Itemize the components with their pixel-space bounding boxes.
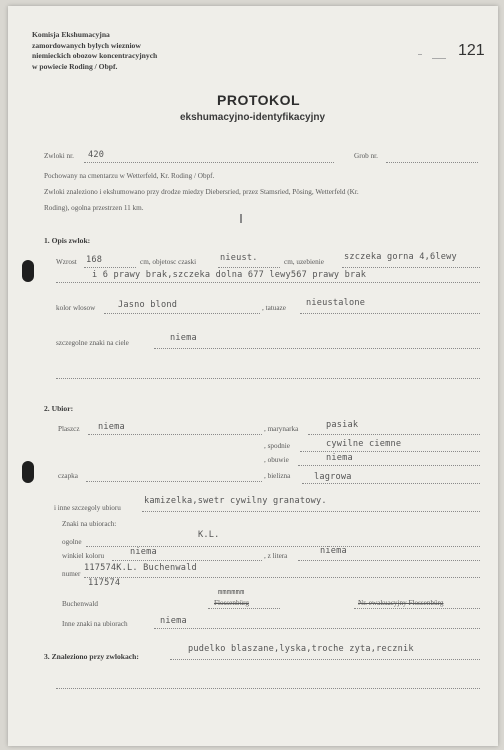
burial-line-2: Zwloki znaleziono i ekshumowano przy drodze miedzy Diebersried, przez Stamsried, Pösing, Wetterfeld (Kr. (44, 188, 359, 196)
header-line-3: niemieckich obozow koncentracyjnych (32, 51, 158, 60)
letter-value: niema (320, 546, 347, 556)
shoes-line (298, 465, 480, 466)
number-value-2: 117574 (88, 578, 121, 588)
body-marks-line-2 (56, 378, 480, 379)
body-marks-value: niema (170, 333, 197, 343)
teeth-value-2: i 6 prawy brak,szczeka dolna 677 lewy567 prawy brak (92, 270, 367, 280)
punch-hole-top (22, 260, 34, 282)
triangle-label: winkiel koloru (62, 552, 105, 560)
height-line (84, 267, 136, 268)
tattoo-value: nieustalone (306, 298, 366, 308)
camp-flossenburg: Flossenbürg (214, 599, 250, 607)
number-value-1: 117574K.L. Buchenwald (84, 563, 197, 573)
letter-line (298, 560, 480, 561)
burial-line-1: Pochowany na cmentarzu w Wetterfeld, Kr. Roding / Obpf. (44, 172, 215, 180)
found-items-value: pudelko blaszane,lyska,troche zyta,recznik (188, 644, 414, 654)
burial-line-3: Roding), ogolna przestrzen 11 km. (44, 204, 144, 212)
number-line (84, 577, 480, 578)
clothing-marks-label: Znaki na ubiorach: (62, 520, 117, 528)
underwear-label: , bielizna (264, 472, 291, 480)
tattoo-line (300, 313, 480, 314)
remains-number: 420 (88, 150, 105, 160)
remains-line (84, 162, 334, 163)
other-clothing-line (142, 511, 480, 512)
corner-mark (432, 58, 446, 59)
teeth-label: cm, uzebienie (284, 258, 324, 266)
hair-value: Jasno blond (118, 300, 178, 310)
remains-label: Zwloki nr. (44, 152, 74, 160)
hair-line (104, 313, 260, 314)
section3-heading: 3. Znaleziono przy zwlokach: (44, 652, 139, 661)
other-clothing-value: kamizelka,swetr cywilny granatowy. (144, 496, 327, 506)
teeth-line-1 (342, 267, 480, 268)
coat-value: niema (98, 422, 125, 432)
commission-header (32, 30, 157, 72)
tattoo-label: , tatuaze (262, 304, 286, 312)
document-subtitle: ekshumacyjno-identyfikacyjny (180, 112, 326, 123)
punch-hole-bottom (22, 461, 34, 483)
body-marks-line (154, 348, 480, 349)
teeth-value-1: szczeka gorna 4,6lewy (344, 252, 457, 262)
trousers-label: , spodnie (264, 442, 290, 450)
trousers-line (300, 451, 480, 452)
found-items-line (170, 659, 480, 660)
height-label: Wzrost (56, 258, 77, 266)
found-items-line-2 (56, 688, 480, 689)
jacket-line (308, 434, 480, 435)
coat-label: Plaszcz (58, 425, 80, 433)
trousers-value: cywilne ciemne (326, 439, 402, 449)
height-value: 168 (86, 255, 103, 265)
pencil-mark (240, 214, 242, 223)
other-clothing-label: i inne szczegoly ubioru (54, 504, 121, 512)
camp-evacuation-number: Nr. ewakuacyjny Flossenbürg (358, 599, 444, 607)
other-marks-value: niema (160, 616, 187, 626)
document-page (8, 6, 498, 746)
jacket-value: pasiak (326, 420, 359, 430)
grave-label: Grob nr. (354, 152, 378, 160)
other-marks-label: Inne znaki na ubiorach (62, 620, 128, 628)
header-line-2: zamordowanych bylych wiezniow (32, 40, 141, 50)
header-line-4: w powiecie Roding / Obpf. (32, 61, 118, 71)
section1-heading: 1. Opis zwlok: (44, 236, 91, 245)
underwear-line (302, 483, 480, 484)
jacket-label: , marynarka (264, 425, 299, 433)
hair-label: kolor wlosow (56, 304, 96, 312)
general-marks-value: K.L. (198, 530, 220, 540)
camp-overtype: mmmmmm (218, 588, 245, 596)
skull-value: nieust. (220, 253, 258, 263)
corner-mark (418, 54, 422, 55)
camp-line-1 (208, 608, 280, 609)
page-number: 121 (458, 42, 485, 59)
letter-label: , z litera (264, 552, 288, 560)
teeth-line-2 (56, 282, 480, 283)
camp-buchenwald: Buchenwald (62, 600, 98, 608)
skull-line (218, 267, 280, 268)
triangle-value: niema (130, 547, 157, 557)
body-marks-label: szczegolne znaki na ciele (56, 339, 129, 347)
skull-label: cm, objetosc czaski (140, 258, 197, 266)
general-marks-label: ogolne (62, 538, 82, 546)
shoes-value: niema (326, 453, 353, 463)
grave-line (386, 162, 478, 163)
coat-line (88, 434, 262, 435)
shoes-label: , obuwie (264, 456, 289, 464)
number-label: numer (62, 570, 81, 578)
cap-line (86, 481, 262, 482)
other-marks-line (154, 628, 480, 629)
triangle-line (112, 560, 262, 561)
underwear-value: lagrowa (314, 472, 352, 482)
camp-line-2 (354, 608, 480, 609)
cap-label: czapka (58, 472, 78, 480)
header-line-1: Komisja Ekshumacyjna (32, 30, 110, 39)
section2-heading: 2. Ubior: (44, 404, 74, 413)
document-title: PROTOKOL (217, 92, 301, 108)
